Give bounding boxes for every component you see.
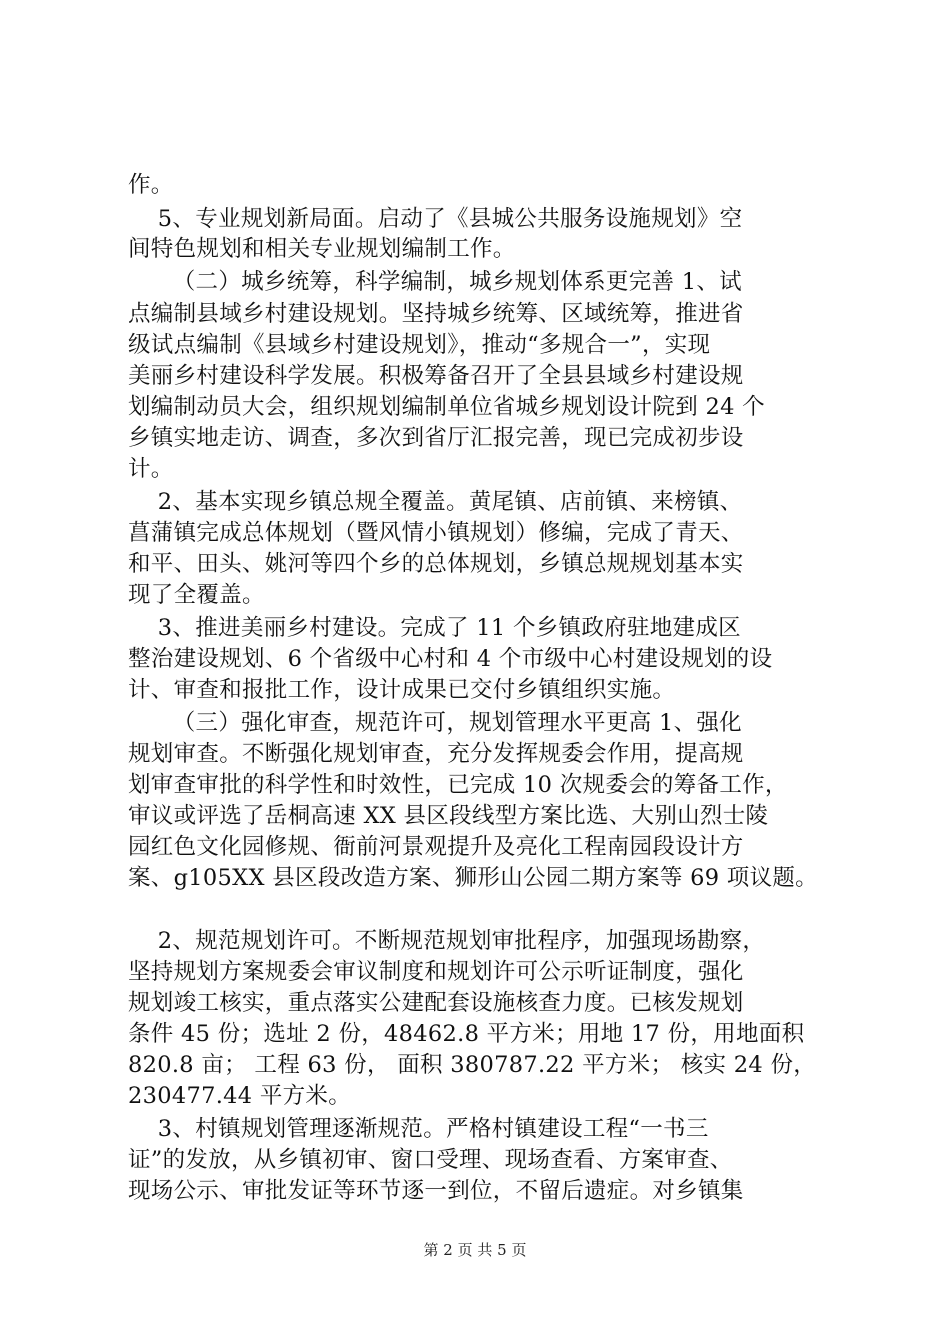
text-line: 230477.44 平方米。 xyxy=(128,1083,352,1109)
text-line: 划审查审批的科学性和时效性，已完成 10 次规委会的筹备工作， xyxy=(128,772,788,798)
text-line: 现场公示、审批发证等环节逐一到位，不留后遗症。对乡镇集 xyxy=(128,1178,744,1204)
text-line: 2、规范规划许可。不断规范规划审批程序，加强现场勘察， xyxy=(128,928,766,954)
text-line: 现了全覆盖。 xyxy=(128,582,265,608)
text-line: 和平、田头、姚河等四个乡的总体规划，乡镇总规规划基本实 xyxy=(128,551,744,577)
text-line: 园红色文化园修规、衙前河景观提升及亮化工程南园段设计方 xyxy=(128,834,744,860)
text-line: （二）城乡统筹，科学编制，城乡规划体系更完善 1、试 xyxy=(128,269,742,295)
text-line: 菖蒲镇完成总体规划（暨风情小镇规划）修编，完成了青天、 xyxy=(128,520,744,546)
text-line: 5、专业规划新局面。启动了《县城公共服务设施规划》空 xyxy=(128,206,743,232)
text-line: 3、村镇规划管理逐渐规范。严格村镇建设工程“一书三 xyxy=(128,1116,709,1142)
text-line: 证”的发放，从乡镇初审、窗口受理、现场查看、方案审查、 xyxy=(128,1147,733,1173)
text-line: 2、基本实现乡镇总规全覆盖。黄尾镇、店前镇、来榜镇、 xyxy=(128,489,743,515)
text-line: 美丽乡村建设科学发展。积极筹备召开了全县县域乡村建设规 xyxy=(128,363,744,389)
text-line: 案、g105XX 县区段改造方案、狮形山公园二期方案等 69 项议题。 xyxy=(128,865,818,891)
text-line: 3、推进美丽乡村建设。完成了 11 个乡镇政府驻地建成区 xyxy=(128,615,741,641)
text-line: 整治建设规划、6 个省级中心村和 4 个市级中心村建设规划的设 xyxy=(128,646,773,672)
text-line: 计。 xyxy=(128,456,174,482)
text-line: 乡镇实地走访、调查，多次到省厅汇报完善，现已完成初步设 xyxy=(128,425,744,451)
text-line: 划编制动员大会，组织规划编制单位省城乡规划设计院到 24 个 xyxy=(128,394,765,420)
text-line: 间特色规划和相关专业规划编制工作。 xyxy=(128,236,516,262)
text-line: 作。 xyxy=(128,172,174,198)
text-line: （三）强化审查，规范许可，规划管理水平更高 1、强化 xyxy=(128,710,742,736)
text-line: 条件 45 份；选址 2 份，48462.8 平方米；用地 17 份，用地面积 xyxy=(128,1021,805,1047)
text-line: 820.8 亩； 工程 63 份， 面积 380787.22 平方米； 核实 24 份， xyxy=(128,1052,817,1078)
text-line: 点编制县域乡村建设规划。坚持城乡统筹、区域统筹，推进省 xyxy=(128,301,744,327)
text-line: 坚持规划方案规委会审议制度和规划许可公示听证制度，强化 xyxy=(128,959,744,985)
text-line: 计、审查和报批工作，设计成果已交付乡镇组织实施。 xyxy=(128,677,676,703)
page-number-footer: 第 2 页 共 5 页 xyxy=(423,1241,527,1259)
text-line: 规划审查。不断强化规划审查，充分发挥规委会作用，提高规 xyxy=(128,741,744,767)
text-line: 级试点编制《县域乡村建设规划》，推动“多规合一”，实现 xyxy=(128,332,711,358)
text-line: 审议或评选了岳桐高速 XX 县区段线型方案比选、大别山烈士陵 xyxy=(128,803,769,829)
text-line: 规划竣工核实，重点落实公建配套设施核查力度。已核发规划 xyxy=(128,990,744,1016)
